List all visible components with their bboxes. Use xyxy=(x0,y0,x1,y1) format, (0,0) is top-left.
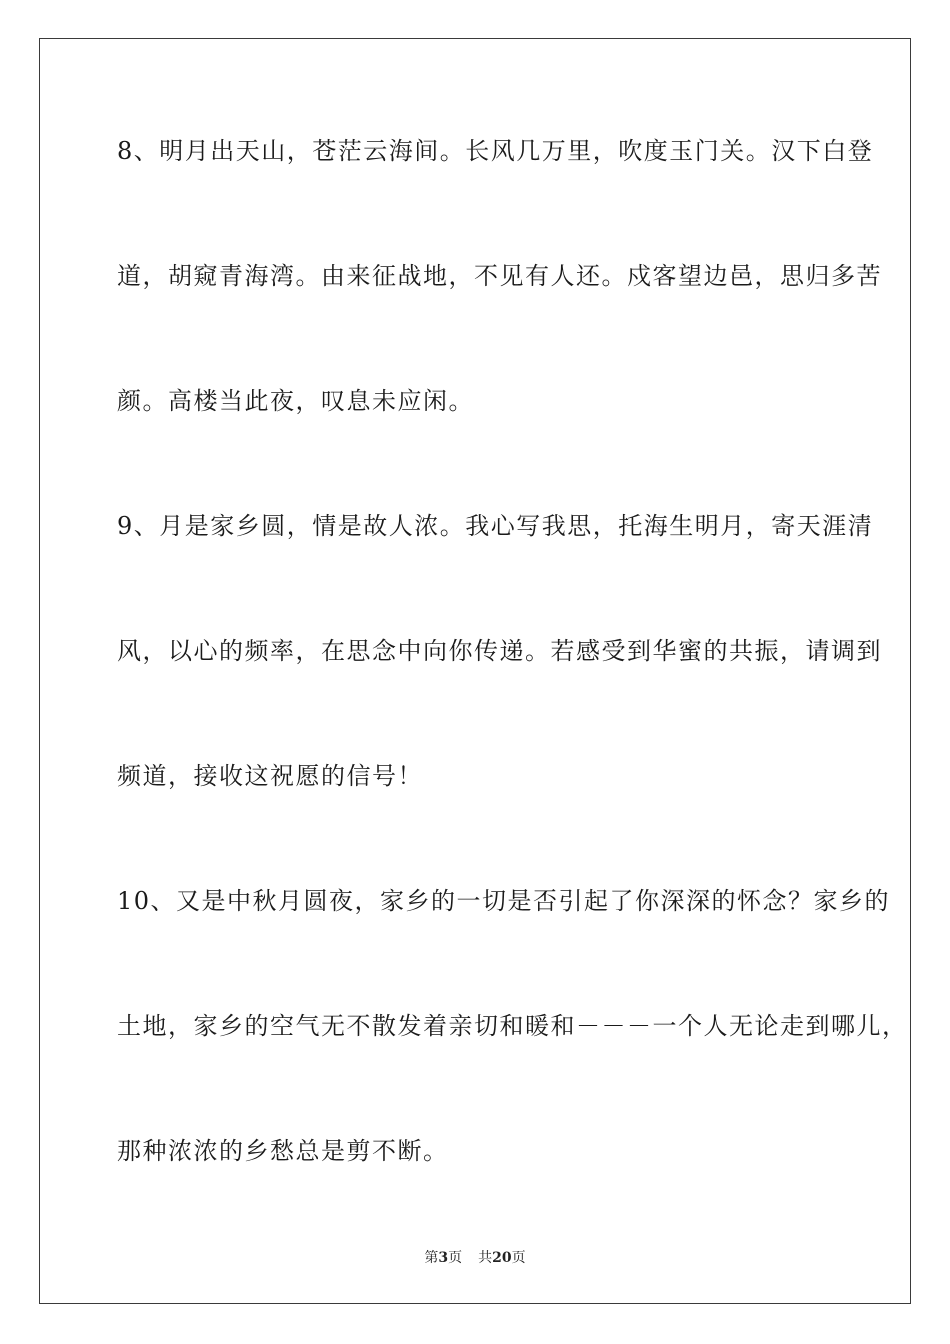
page-footer xyxy=(0,1247,950,1267)
text-line: 8、明月出天山，苍茫云海间。长风几万里，吹度玉门关。汉下白登 xyxy=(117,137,874,165)
text-line: 频道，接收这祝愿的信号！ xyxy=(117,762,423,790)
page-border xyxy=(39,38,911,1304)
total-suffix: 页 xyxy=(511,1250,526,1266)
text-line: 风，以心的频率，在思念中向你传递。若感受到华蜜的共振，请调到 xyxy=(117,637,882,665)
text-line: 那种浓浓的乡愁总是剪不断。 xyxy=(117,1137,449,1165)
text-line: 土地，家乡的空气无不散发着亲切和暖和－－－一个人无论走到哪儿， xyxy=(117,1012,908,1040)
total-prefix: 共 xyxy=(478,1250,493,1266)
page-suffix: 页 xyxy=(448,1250,463,1266)
text-line: 9、月是家乡圆，情是故人浓。我心写我思，托海生明月，寄天涯清 xyxy=(117,512,874,540)
total-pages: 20 xyxy=(492,1250,512,1266)
page-prefix: 第 xyxy=(424,1250,439,1266)
text-line: 10、又是中秋月圆夜，家乡的一切是否引起了你深深的怀念？家乡的 xyxy=(117,887,891,915)
text-line: 道，胡窥青海湾。由来征战地，不见有人还。戍客望边邑，思归多苦 xyxy=(117,262,882,290)
text-line: 颜。高楼当此夜，叹息未应闲。 xyxy=(117,387,474,415)
page-number: 3 xyxy=(438,1250,449,1266)
